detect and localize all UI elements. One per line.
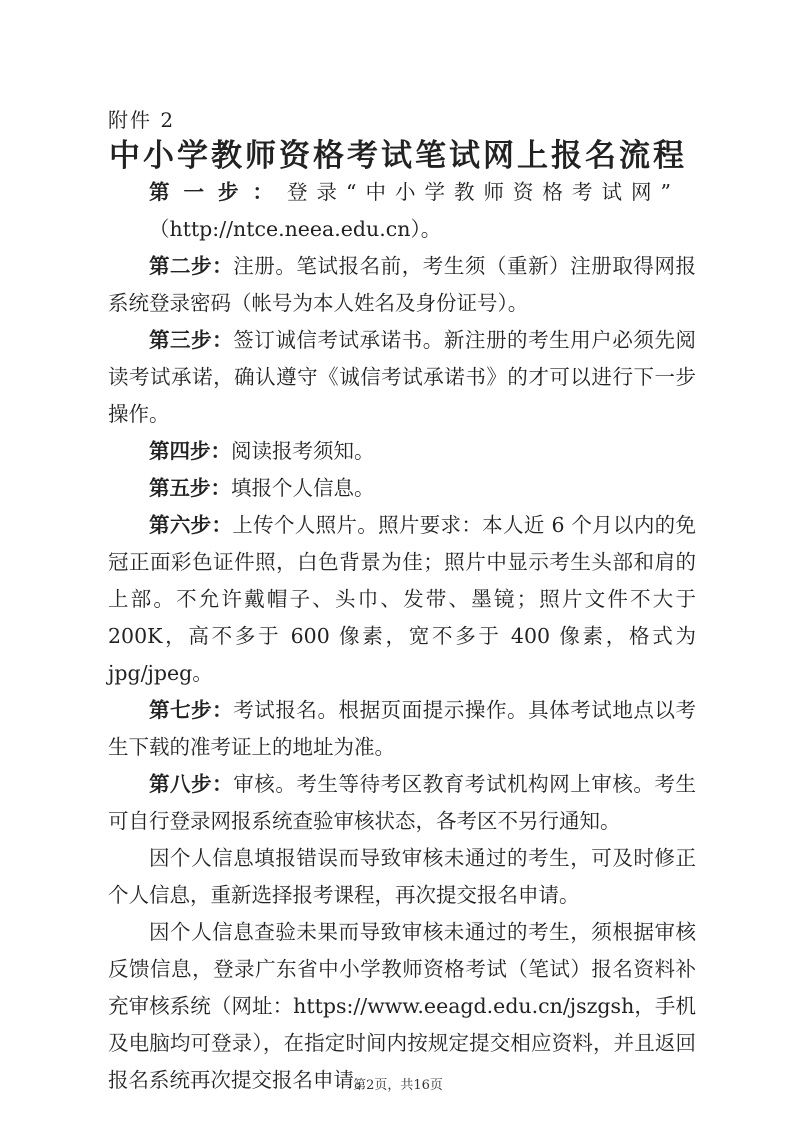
note-2: 因个人信息查验未果而导致审核未通过的考生，须根据审核反馈信息，登录广东省中小学教师资格考试（笔试）报名资料补充审核系统（网址：https://www.eeagd.edu.cn/jszgsh，手机及电脑均可登录），在指定时间内按规定提交相应资料，并且返回报名系统再次提交报名申请。 bbox=[108, 920, 696, 1092]
note-1: 因个人信息填报错误而导致审核未通过的考生，可及时修正个人信息，重新选择报考课程，再次提交报名申请。 bbox=[108, 846, 696, 907]
step-7-label: 第七步： bbox=[149, 698, 234, 722]
step-1-url-text: （http://ntce.neea.edu.cn）。 bbox=[149, 217, 442, 241]
document-body bbox=[108, 174, 696, 1099]
attachment-label: 附件 2 bbox=[108, 108, 176, 132]
step-3 bbox=[108, 322, 696, 433]
step-3-label: 第三步： bbox=[149, 328, 234, 352]
step-3-text: 签订诚信考试承诺书。新注册的考生用户必须先阅读考试承诺，确认遵守《诚信考试承诺书》的才可以进行下一步操作。 bbox=[108, 328, 697, 426]
step-2-text: 注册。笔试报名前，考生须（重新）注册取得网报系统登录密码（帐号为本人姓名及身份证号）。 bbox=[108, 254, 697, 315]
step-5-text: 填报个人信息。 bbox=[231, 476, 375, 500]
step-2 bbox=[108, 248, 696, 322]
step-8-label: 第八步： bbox=[149, 772, 234, 796]
step-6 bbox=[108, 507, 696, 692]
step-6-label: 第六步： bbox=[149, 513, 233, 537]
step-1-text: 登录“中小学教师资格考试网” bbox=[287, 180, 680, 204]
step-7 bbox=[108, 692, 696, 766]
step-4-label: 第四步： bbox=[149, 439, 231, 463]
step-4-text: 阅读报考须知。 bbox=[231, 439, 375, 463]
step-8 bbox=[108, 766, 696, 840]
step-5-label: 第五步： bbox=[149, 476, 231, 500]
step-2-label: 第二步： bbox=[149, 254, 234, 278]
step-5 bbox=[108, 470, 696, 507]
step-4 bbox=[108, 433, 696, 470]
step-1-label: 第一步： bbox=[149, 180, 287, 204]
step-1 bbox=[108, 174, 696, 211]
step-6-text: 上传个人照片。照片要求：本人近 6 个月以内的免冠正面彩色证件照，白色背景为佳；照片中显示考生头部和肩的上部。不允许戴帽子、头巾、发带、墨镜；照片文件不大于 200K，高不多于 600 像素，宽不多于 400 像素，格式为 jpg/jpeg。 bbox=[108, 513, 696, 685]
page-footer: 第2页，共16页 bbox=[353, 1078, 443, 1093]
step-1-url bbox=[108, 211, 696, 248]
document-title: 中小学教师资格考试笔试网上报名流程 bbox=[109, 138, 687, 174]
step-7-text: 考试报名。根据页面提示操作。具体考试地点以考生下载的准考证上的地址为准。 bbox=[108, 698, 697, 759]
step-8-text: 审核。考生等待考区教育考试机构网上审核。考生可自行登录网报系统查验审核状态，各考区不另行通知。 bbox=[108, 772, 697, 833]
